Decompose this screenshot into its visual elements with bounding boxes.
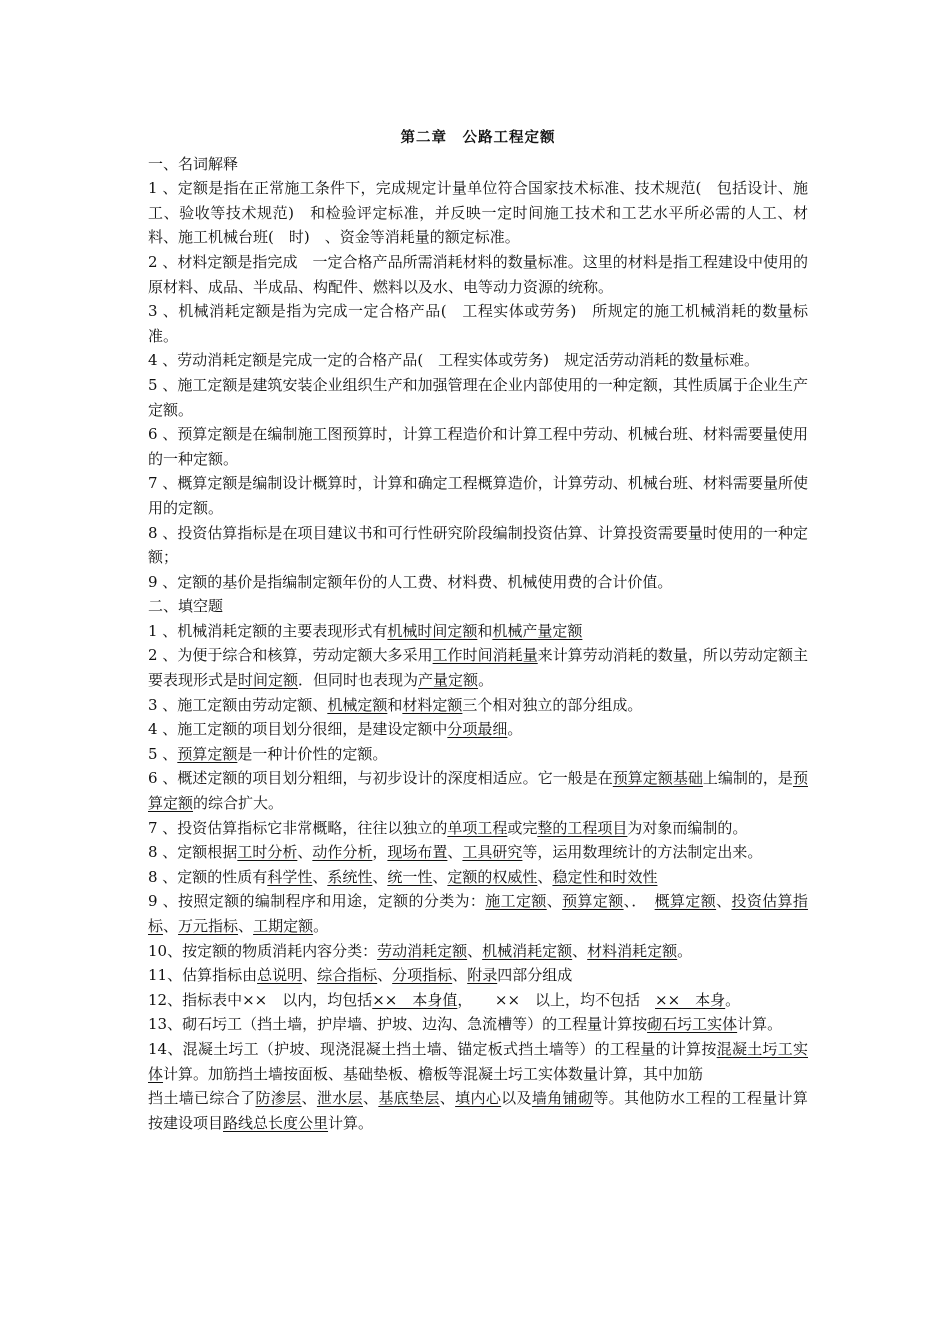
text-run: 。 <box>507 720 523 739</box>
answer-blank: 预算定额 <box>177 744 238 763</box>
paragraph <box>148 250 808 299</box>
paragraph <box>148 348 808 373</box>
answer-blank: 墙角铺砌 <box>531 1089 594 1108</box>
text-run: 、 <box>439 1089 456 1108</box>
text-run: 3 、施工定额由劳动定额、 <box>148 695 328 714</box>
answer-blank: 投资估算指标 <box>148 892 808 935</box>
answer-blank: 路线总长度公里 <box>223 1113 329 1132</box>
paragraph <box>148 939 808 964</box>
text-run: 6 、概述定额的项目划分粗细，与初步设计的深度相适应。它一般是在 <box>148 769 613 788</box>
text-run: 、 <box>312 867 328 886</box>
text-run: 8 、定额的性质有 <box>148 867 268 886</box>
answer-blank: 填内心 <box>455 1089 502 1108</box>
text-run: 、 <box>452 966 468 985</box>
answer-blank: 混凝土圬工实体 <box>148 1039 808 1083</box>
text-run: 11、估算指标由 <box>148 966 258 985</box>
answer-blank: 定额的权威性 <box>447 867 538 886</box>
text-run: 、 <box>297 843 313 862</box>
document-page <box>148 126 808 1135</box>
paragraph <box>148 889 808 938</box>
paragraph <box>148 1037 808 1086</box>
answer-blank: 总说明 <box>257 966 303 985</box>
text-run: 。 <box>725 990 741 1009</box>
text-run: 4 、施工定额的项目划分很细，是建设定额中 <box>148 720 448 739</box>
answer-blank: 机械产量定额 <box>492 621 583 640</box>
text-run: 7 、投资估算指标它非常概略，往往以独立的 <box>148 818 448 837</box>
text-run: 、 <box>572 941 588 960</box>
paragraph <box>148 176 808 250</box>
text-run: 的综合扩大。 <box>193 794 284 813</box>
paragraph <box>148 1086 808 1135</box>
document-body <box>148 152 808 1136</box>
text-run: 。 <box>677 941 693 960</box>
text-run: 、 <box>537 867 553 886</box>
text-run: 等。其他防水工程的工程量计算按建设项目 <box>148 1089 808 1132</box>
text-run: 、 <box>302 966 318 985</box>
text-run: 1 、定额是指在正常施工条件下，完成规定计量单位符合国家技术标准、技术规范( 包括设计、施工、验收等技术规范) 和检验评定标准，并反映一定时间施工技术和工艺水平所必需的人工、材料、施工机械台班( 时) 、资金等消耗量的额定标准。 <box>148 179 808 247</box>
text-run: 4 、劳动消耗定额是完成一定的合格产品( 工程实体或劳务) 规定活劳动消耗的数量标难。 <box>148 351 760 370</box>
text-run: 、 <box>432 867 448 886</box>
answer-blank: 工时分析 <box>237 843 298 862</box>
text-run: 、 <box>362 1089 379 1108</box>
text-run: 7 、概算定额是编制设计概算时，计算和确定工程概算造价，计算劳动、机械台班、材料需要量所使用的定额。 <box>148 474 808 517</box>
answer-blank: 预算定额基础 <box>612 769 703 788</box>
paragraph <box>148 717 808 742</box>
text-run: 5 、 <box>148 744 178 763</box>
answer-blank: 系统性 <box>327 867 373 886</box>
answer-blank: 机械时间定额 <box>387 621 478 640</box>
answer-blank: 附录 <box>467 966 498 985</box>
text-run: 计算。加筋挡土墙按面板、基础垫板、檐板等混凝土圬工实体数量计算，其中加筋 <box>163 1064 704 1083</box>
answer-blank: 材料消耗定额 <box>587 941 678 960</box>
paragraph <box>148 816 808 841</box>
text-run: 12、指标表中×× 以内，均包括 <box>148 990 373 1009</box>
answer-blank: 整的工程项目 <box>537 818 628 837</box>
text-run: 、 <box>238 917 254 935</box>
answer-blank: 单项工程 <box>447 818 508 837</box>
text-run: 以及 <box>501 1089 532 1108</box>
answer-blank: 防渗层 <box>255 1089 302 1108</box>
answer-blank: 工具研究 <box>462 843 523 862</box>
answer-blank: 基底垫层 <box>378 1089 440 1108</box>
answer-blank: ×× 本身值 <box>372 990 458 1009</box>
answer-blank: 分项指标 <box>392 966 453 985</box>
paragraph <box>148 619 808 644</box>
text-run: ， ×× 以上，均不包括 <box>457 990 656 1009</box>
text-run: 8 、投资估算指标是在项目建议书和可行性研究阶段编制投资估算、计算投资需要量时使用的一种定额； <box>148 523 808 567</box>
text-run: 等，运用数理统计的方法制定出来。 <box>522 843 763 862</box>
answer-blank: 机械消耗定额 <box>482 941 573 960</box>
text-run: 、 <box>377 966 393 985</box>
answer-blank: 稳定性和时效性 <box>552 867 658 886</box>
answer-blank: 产量定额 <box>418 671 479 690</box>
answer-blank: 劳动消耗定额 <box>377 941 468 960</box>
text-run: 。 <box>478 671 494 690</box>
text-run: 13、砌石圬工（挡土墙，护岸墙、护坡、边沟、急流槽等）的工程量计算按 <box>148 1015 648 1034</box>
paragraph <box>148 766 808 815</box>
paragraph <box>148 963 808 988</box>
answer-blank: 动作分析 <box>312 843 373 862</box>
paragraph <box>148 373 808 422</box>
answer-blank: 机械定额 <box>327 695 388 714</box>
paragraph <box>148 1012 808 1037</box>
text-run: 10、按定额的物质消耗内容分类： <box>148 941 378 960</box>
text-run: 14、混凝土圬工（护坡、现浇混凝土挡土墙、锚定板式挡土墙等）的工程量的计算按 <box>148 1039 717 1058</box>
paragraph <box>148 471 808 520</box>
paragraph <box>148 742 808 767</box>
text-run: 、 <box>372 867 388 886</box>
text-run: 9 、定额的基价是指编制定额年份的人工费、材料费、机械使用费的合计价值。 <box>148 572 673 591</box>
answer-blank: 现场布置 <box>387 843 448 862</box>
text-run: 2 、为便于综合和核算，劳动定额大多采用 <box>148 646 433 665</box>
text-run: 、 <box>467 941 483 960</box>
text-run: 、 <box>447 843 463 862</box>
text-run: 来计算劳动消耗的数量，所以劳动定额主要表现形式是 <box>148 646 808 690</box>
text-run: 。 <box>313 917 329 935</box>
text-run: ．但同时也表现为 <box>298 671 419 690</box>
paragraph <box>148 521 808 570</box>
text-run: 2 、材料定额是指完成 一定合格产品所需消耗材料的数量标准。这里的材料是指工程建设中使用的原材料、成品、半成品、构配件、燃料以及水、电等动力资源的统称。 <box>148 252 808 296</box>
answer-blank: 时间定额 <box>238 671 299 690</box>
text-run: 挡土墙已综合了 <box>148 1089 256 1108</box>
text-run: 3 、机械消耗定额是指为完成一定合格产品( 工程实体或劳务) 所规定的施工机械消耗的数量标准。 <box>148 302 808 345</box>
answer-blank: ×× 本身 <box>655 990 726 1009</box>
answer-blank: 万元指标 <box>178 917 239 935</box>
chapter-title: 第二章 公路工程定额 <box>400 129 556 146</box>
paragraph <box>148 299 808 348</box>
text-run: 计算。 <box>737 1015 783 1034</box>
text-run: 5 、施工定额是建筑安装企业组织生产和加强管理在企业内部使用的一种定额，其性质属于企业生产定额。 <box>148 375 808 419</box>
text-run: 、 <box>163 917 179 935</box>
text-run: 和 <box>387 695 403 714</box>
text-run: 三个相对独立的部分组成。 <box>462 695 643 714</box>
answer-blank: 分项最细 <box>447 720 508 739</box>
answer-blank: 预算定额 <box>562 892 624 911</box>
answer-blank: 科学性 <box>267 867 313 886</box>
answer-blank: 综合指标 <box>317 966 378 985</box>
answer-blank: 统一性 <box>387 867 433 886</box>
answer-blank: 施工定额 <box>485 892 547 911</box>
text-run: 6 、预算定额是在编制施工图预算时，计算工程造价和计算工程中劳动、机械台班、材料需要量使用的一种定额。 <box>148 425 808 468</box>
text-run: 上编制的，是 <box>702 769 793 788</box>
paragraph <box>148 422 808 471</box>
paragraph <box>148 865 808 890</box>
answer-blank: 材料定额 <box>402 695 463 714</box>
answer-blank: 概算定额 <box>654 892 717 911</box>
text-run: 和 <box>477 621 493 640</box>
text-run: 是一种计价性的定额。 <box>237 744 388 763</box>
text-run: 、 <box>546 892 563 911</box>
paragraph <box>148 693 808 718</box>
paragraph <box>148 988 808 1013</box>
section-heading: 一、名词解释 <box>148 154 239 173</box>
answer-blank: 砌石圬工实体 <box>647 1015 738 1034</box>
paragraph <box>148 643 808 692</box>
text-run: 四部分组成 <box>497 966 573 985</box>
section-heading: 二、填空题 <box>148 597 224 616</box>
text-run: 9 、按照定额的编制程序和用途，定额的分类为： <box>148 892 486 911</box>
text-run: 、 <box>301 1089 317 1108</box>
text-run: 为对象而编制的。 <box>627 818 748 837</box>
text-run: 、． <box>623 892 655 911</box>
text-run: 计算。 <box>328 1113 374 1132</box>
text-run: 、 <box>716 892 732 911</box>
text-run: ， <box>372 843 388 862</box>
paragraph <box>148 570 808 595</box>
answer-blank: 泄水层 <box>316 1089 363 1108</box>
answer-blank: 工作时间消耗量 <box>432 646 538 665</box>
paragraph <box>148 840 808 865</box>
text-run: 1 、机械消耗定额的主要表现形式有 <box>148 621 388 640</box>
answer-blank: 预算定额 <box>148 769 808 813</box>
text-run: 或完 <box>507 818 538 837</box>
answer-blank: 工期定额 <box>253 917 314 935</box>
text-run: 8 、定额根据 <box>148 843 238 862</box>
